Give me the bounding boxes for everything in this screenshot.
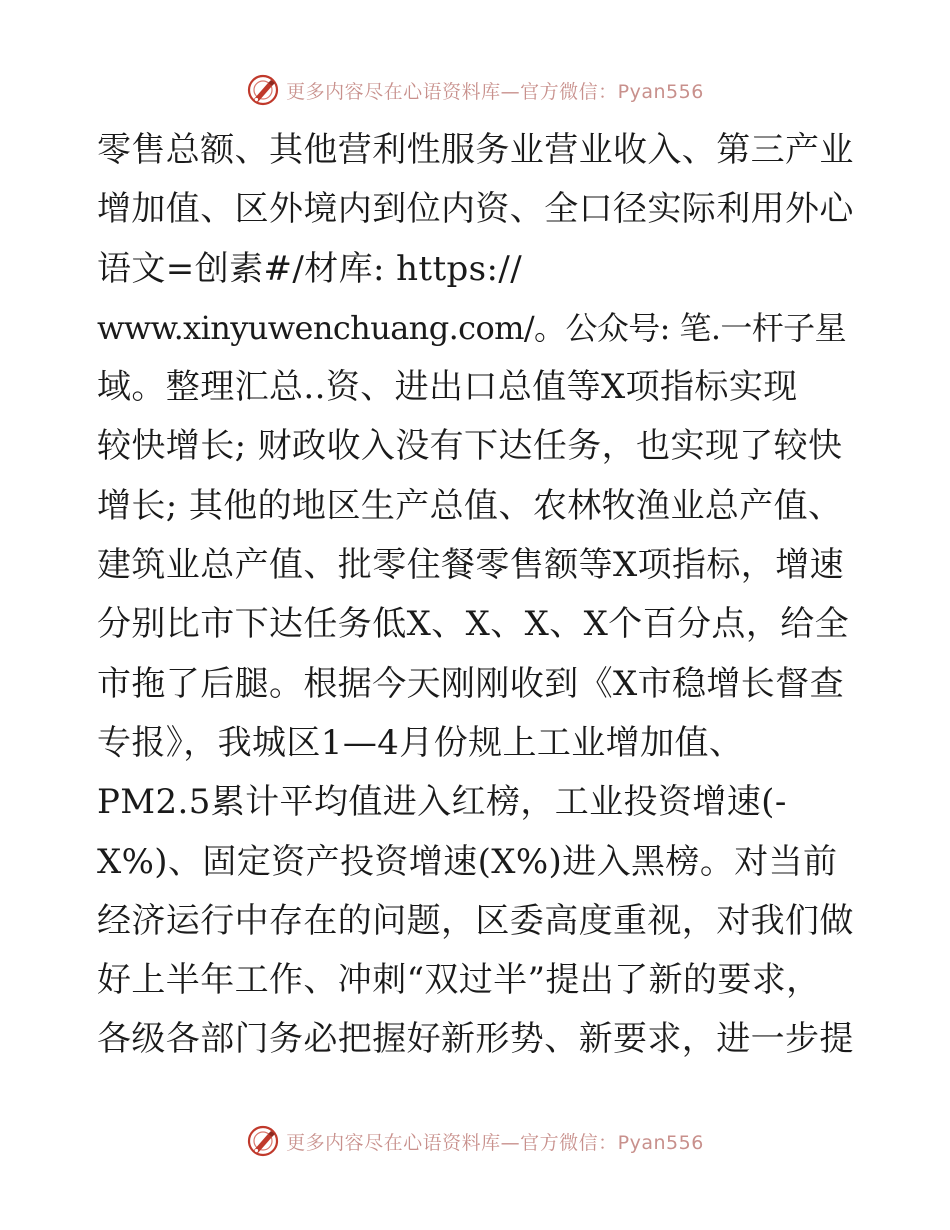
body-line-9: 分别比市下达任务低X、X、X、X个百分点，给全 bbox=[97, 604, 850, 645]
body-line-11: 专报》，我城区1—4月份规上工业增加值、 bbox=[97, 722, 744, 763]
footer-banner-text: 更多内容尽在心语资料库—官方微信：Pyan556 bbox=[286, 1131, 704, 1154]
body-line-4: www.xinyuwenchuang.com/。公众号: 笔.一杆子星 bbox=[97, 308, 846, 347]
body-line-13: X%)、固定资产投资增速(X%)进入黑榜。对当前 bbox=[97, 841, 838, 882]
body-line-8: 建筑业总产值、批零住餐零售额等X项指标，增速 bbox=[97, 545, 845, 586]
document-body bbox=[97, 121, 857, 1070]
body-line-3: 语文=创素#/材库: https:// bbox=[97, 248, 523, 289]
body-line-6: 较快增长; 财政收入没有下达任务，也实现了较快 bbox=[97, 426, 843, 467]
body-line-15: 好上半年工作、冲刺“双过半”提出了新的要求， bbox=[97, 960, 821, 1001]
pen-logo-icon bbox=[246, 1124, 280, 1158]
body-line-2: 增加值、区外境内到位内资、全口径实际利用外心 bbox=[97, 189, 854, 230]
header-banner-text: 更多内容尽在心语资料库—官方微信：Pyan556 bbox=[286, 80, 704, 103]
body-line-1: 零售总额、其他营利性服务业营业收入、第三产业 bbox=[97, 130, 854, 170]
footer-watermark-banner bbox=[0, 1121, 950, 1161]
body-line-14: 经济运行中存在的问题，区委高度重视，对我们做 bbox=[97, 900, 854, 941]
body-line-5: 域。整理汇总..资、进出口总值等X项指标实现 bbox=[97, 367, 798, 408]
header-watermark-banner bbox=[0, 70, 950, 110]
pen-logo-icon bbox=[246, 73, 280, 107]
body-line-10: 市拖了后腿。根据今天刚刚收到《X市稳增长督查 bbox=[97, 663, 845, 704]
body-line-7: 增长; 其他的地区生产总值、农林牧渔业总产值、 bbox=[97, 485, 843, 526]
body-line-12: PM2.5累计平均值进入红榜，工业投资增速(- bbox=[97, 782, 787, 823]
body-line-16: 各级各部门务必把握好新形势、新要求，进一步提 bbox=[97, 1019, 854, 1060]
